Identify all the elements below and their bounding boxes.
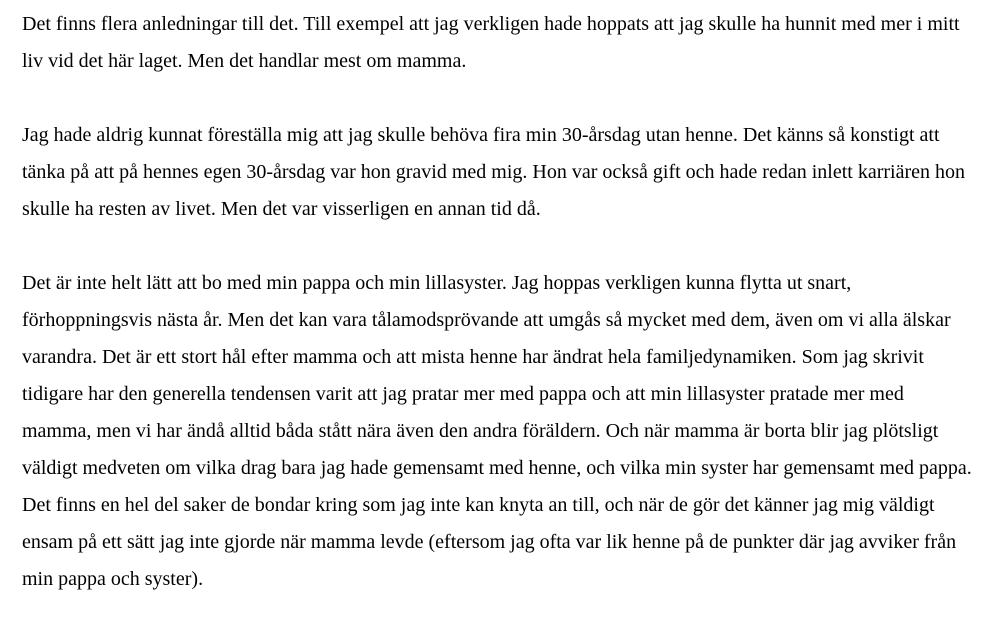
paragraph-1: Det finns flera anledningar till det. Till exempel att jag verkligen hade hoppats att jag skulle ha hunnit med mer i mitt liv vid det här laget. Men det handlar mest om mamma. — [22, 13, 960, 72]
paragraph-2: Jag hade aldrig kunnat föreställa mig att jag skulle behöva fira min 30-årsdag utan henne. Det känns så konstigt att tänka på att på hennes egen 30-årsdag var hon gravid med mig. Hon var också gift och hade redan inlett karriären hon skulle ha resten av livet. Men det var visserligen en annan tid då. — [22, 124, 965, 220]
paragraph-3: Det är inte helt lätt att bo med min pappa och min lillasyster. Jag hoppas verkligen kunna flytta ut snart, förhoppningsvis nästa år. Men det kan vara tålamodsprövande att umgås så mycket med dem, även om vi alla älskar varandra. Det är ett stort hål efter mamma och att mista henne har ändrat hela familjedynamiken. Som jag skrivit tidigare har den generella tendensen varit att jag pratar mer med pappa och att min lillasyster pratade mer med mamma, men vi har ändå alltid båda stått nära även den andra föräldern. Och när mamma är borta blir jag plötsligt väldigt medveten om vilka drag bara jag hade gemensamt med henne, och vilka min syster har gemensamt med pappa. Det finns en hel del saker de bondar kring som jag inte kan knyta an till, och när de gör det känner jag mig väldigt ensam på ett sätt jag inte gjorde när mamma levde (eftersom jag ofta var lik henne på de punkter där jag avviker från min pappa och syster). — [22, 272, 972, 590]
